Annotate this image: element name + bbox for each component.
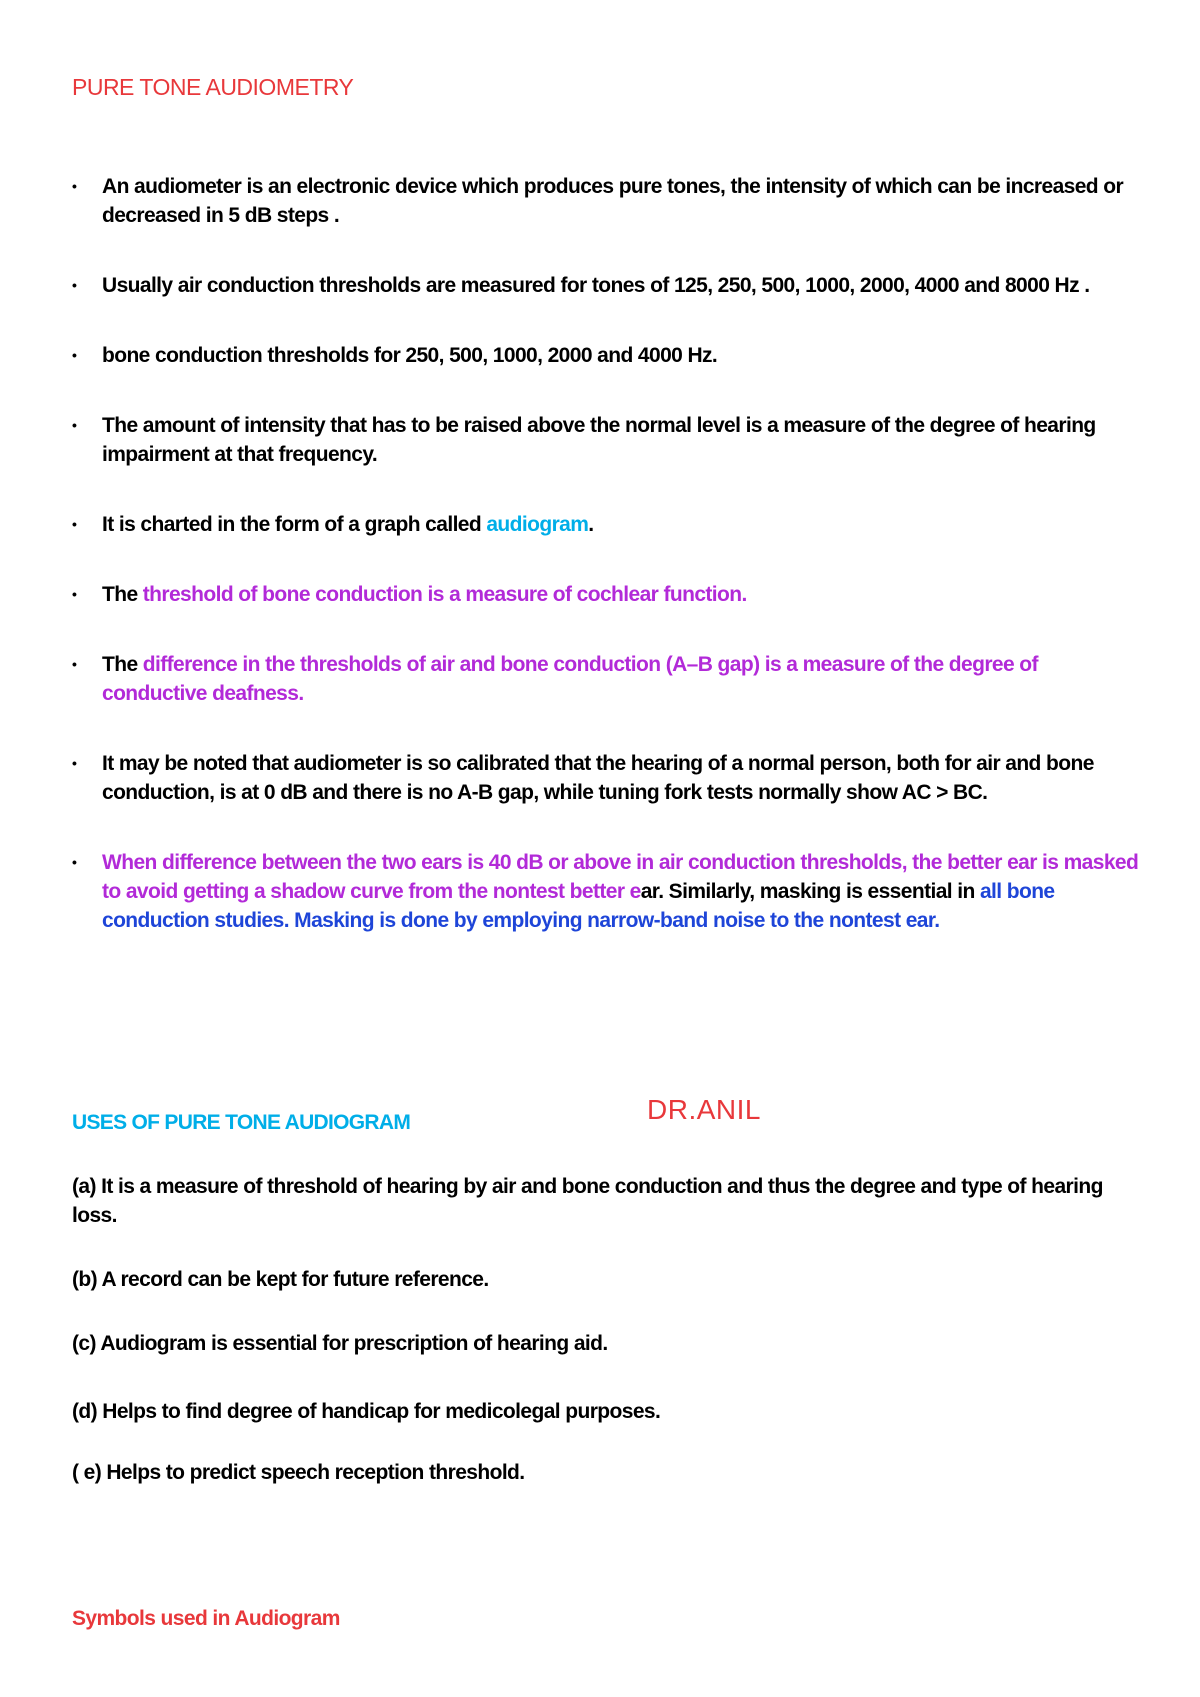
bullet-list [72, 172, 1142, 976]
bullet-dot-icon: • [72, 854, 77, 870]
bullet-item [72, 580, 1142, 609]
bullet-text-segment: It is charted in the form of a graph called [102, 513, 487, 536]
use-item: ( e) Helps to predict speech reception threshold. [72, 1461, 525, 1484]
use-item: (d) Helps to find degree of handicap for medicolegal purposes. [72, 1400, 661, 1423]
bullet-text-segment: audiogram [486, 513, 589, 536]
use-item: (b) A record can be kept for future reference. [72, 1268, 489, 1291]
bullet-item [72, 411, 1142, 469]
page-title: PURE TONE AUDIOMETRY [72, 74, 354, 100]
bullet-item [72, 749, 1142, 807]
bullet-item [72, 172, 1142, 230]
bullet-text-segment: It may be noted that audiometer is so calibrated that the hearing of a normal person, both for air and bone conduction, is at 0 dB and there is no A-B gap, while tuning fork tests normally show AC > BC. [102, 752, 1094, 804]
bullet-text-segment: difference in the thresholds of air and bone conduction (A–B gap) is a measure of the degree of conductive deafness. [102, 653, 1038, 705]
bullet-text-segment: The [102, 653, 143, 676]
bullet-dot-icon: • [72, 277, 77, 293]
uses-list [72, 1172, 1142, 1522]
bullet-text-segment: The amount of intensity that has to be raised above the normal level is a measure of the degree of hearing impairment at that frequency. [102, 414, 1096, 466]
bullet-dot-icon: • [72, 417, 77, 433]
section-title-uses: USES OF PURE TONE AUDIOGRAM [72, 1111, 411, 1134]
bullet-text-segment: Usually air conduction thresholds are measured for tones of 125, 250, 500, 1000, 2000, 4000 and 8000 Hz . [102, 274, 1090, 297]
bullet-text-segment: The [102, 583, 143, 606]
bullet-item [72, 650, 1142, 708]
bullet-text-segment: all bone conduction studies. Masking is done by employing narrow-band noise to the nontest ear. [102, 880, 1055, 932]
bullet-text-segment: When difference between the two ears is 40 dB or above in air conduction thresholds, the better ear is masked to avoid getting a shadow curve from the nontest better e [102, 851, 1139, 903]
bullet-dot-icon: • [72, 516, 77, 532]
bullet-item [72, 271, 1142, 300]
use-item: (a) It is a measure of threshold of hearing by air and bone conduction and thus the degree and type of hearing loss. [72, 1175, 1103, 1227]
bullet-text-segment: bone conduction thresholds for 250, 500, 1000, 2000 and 4000 Hz. [102, 344, 718, 367]
use-item: (c) Audiogram is essential for prescription of hearing aid. [72, 1332, 608, 1355]
bullet-text-segment: ar. Similarly, masking is essential in [640, 880, 980, 903]
bullet-item [72, 341, 1142, 370]
author-signature: DR.ANIL [647, 1094, 761, 1125]
bullet-text-segment: An audiometer is an electronic device which produces pure tones, the intensity of which can be increased or decreased in 5 dB steps . [102, 175, 1124, 227]
section-title-symbols: Symbols used in Audiogram [72, 1607, 340, 1630]
bullet-text-segment: threshold of bone conduction is a measure of cochlear function. [142, 583, 747, 606]
bullet-dot-icon: • [72, 178, 77, 194]
bullet-item [72, 848, 1142, 935]
bullet-item [72, 510, 1142, 539]
bullet-dot-icon: • [72, 755, 77, 771]
bullet-dot-icon: • [72, 586, 77, 602]
bullet-dot-icon: • [72, 347, 77, 363]
bullet-text-segment: . [588, 513, 594, 536]
bullet-dot-icon: • [72, 656, 77, 672]
